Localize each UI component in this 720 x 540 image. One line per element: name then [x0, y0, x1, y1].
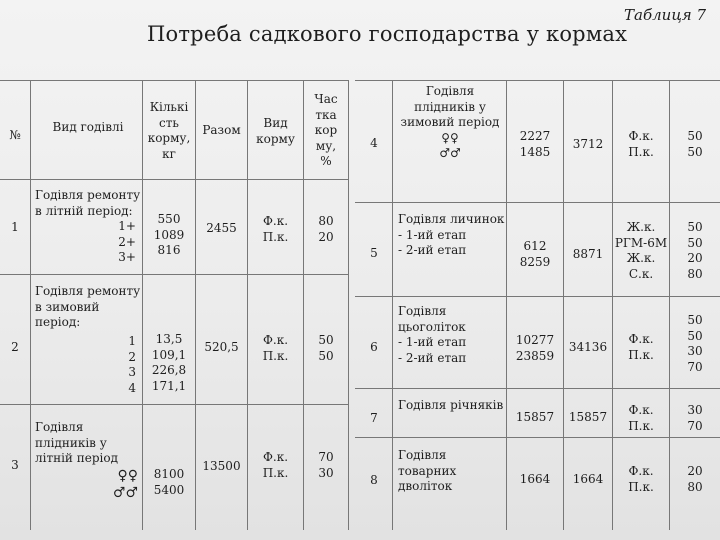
row-4-total: 3712 — [572, 137, 604, 151]
header-feed-share: Час тка кор му, % — [314, 92, 338, 168]
row-2-amount: 13,5 109,1 226,8 171,1 — [151, 332, 187, 393]
row-7-feed: Ф.к. П.к. — [628, 403, 654, 433]
row-8-amount: 1664 — [519, 472, 551, 486]
row-6-type: Годівля цьоголіток - 1-ий етап - 2-ий етап — [398, 304, 467, 365]
row-5-type: Годівля личинок - 1-ий етап - 2-ий етап — [398, 212, 505, 257]
row-2-feed: Ф.к. П.к. — [262, 333, 289, 363]
row-4-share: 50 50 — [687, 129, 703, 159]
row-5-amount: 612 8259 — [519, 239, 551, 269]
row-5-share: 50 50 20 80 — [687, 220, 703, 281]
row-7-type: Годівля річняків — [398, 398, 504, 412]
row-1-feed: Ф.к. П.к. — [262, 214, 289, 244]
row-8-total: 1664 — [572, 472, 604, 486]
header-amount: Кількі сть корму, кг — [147, 100, 191, 161]
row-2-total: 520,5 — [204, 340, 239, 354]
row-8-num: 8 — [370, 473, 378, 487]
row-7-num: 7 — [370, 411, 378, 425]
header-feeding-type: Вид годівлі — [52, 120, 124, 134]
table-caption: Таблиця 7 — [624, 6, 707, 24]
row-4-amount: 2227 1485 — [519, 129, 551, 159]
row-8-share: 20 80 — [687, 464, 703, 494]
row-1-sub: 1+ 2+ 3+ — [118, 219, 136, 264]
header-feed-type: Вид корму — [256, 116, 295, 146]
row-4-type: Годівля плідників у зимовий період ♀♀ ♂♂ — [400, 84, 500, 160]
row-3-total: 13500 — [202, 459, 241, 473]
row-3-amount: 8100 5400 — [153, 467, 185, 497]
row-2-sub: 1 2 3 4 — [128, 334, 136, 395]
row-1-share: 80 20 — [318, 214, 334, 244]
row-3-sex-symbols: ♀♀ ♂♂ — [112, 468, 138, 501]
row-6-feed: Ф.к. П.к. — [628, 332, 654, 362]
row-6-amount: 10277 23859 — [515, 333, 555, 363]
row-2-type: Годівля ремонту в зимовий період: — [35, 284, 141, 329]
row-1-amount: 550 1089 816 — [153, 212, 185, 257]
row-1-num: 1 — [11, 220, 19, 234]
row-3-type: Годівля плідників у літній період — [35, 420, 118, 465]
row-4-num: 4 — [370, 136, 378, 150]
row-6-share: 50 50 30 70 — [687, 313, 703, 374]
row-5-feed: Ж.к. РГМ-6М Ж.к. С.к. — [614, 220, 668, 281]
row-2-num: 2 — [11, 340, 19, 354]
row-3-feed: Ф.к. П.к. — [262, 450, 289, 480]
row-8-feed: Ф.к. П.к. — [628, 464, 654, 494]
row-6-num: 6 — [370, 340, 378, 354]
row-3-num: 3 — [11, 458, 19, 472]
row-8-type: Годівля товарних дволіток — [398, 448, 457, 493]
row-7-total: 15857 — [568, 410, 608, 424]
row-5-num: 5 — [370, 246, 378, 260]
row-3-share: 70 30 — [318, 450, 334, 480]
row-1-type: Годівля ремонту в літній період: — [35, 188, 141, 218]
header-total: Разом — [202, 123, 241, 137]
row-5-total: 8871 — [572, 247, 604, 261]
row-2-share: 50 50 — [318, 333, 334, 363]
row-4-feed: Ф.к. П.к. — [628, 129, 654, 159]
row-1-total: 2455 — [206, 221, 237, 235]
header-num: № — [9, 128, 21, 142]
page-title: Потреба садкового господарства у кормах — [147, 22, 628, 46]
row-7-amount: 15857 — [515, 410, 555, 424]
row-6-total: 34136 — [568, 340, 608, 354]
row-7-share: 30 70 — [687, 403, 703, 433]
